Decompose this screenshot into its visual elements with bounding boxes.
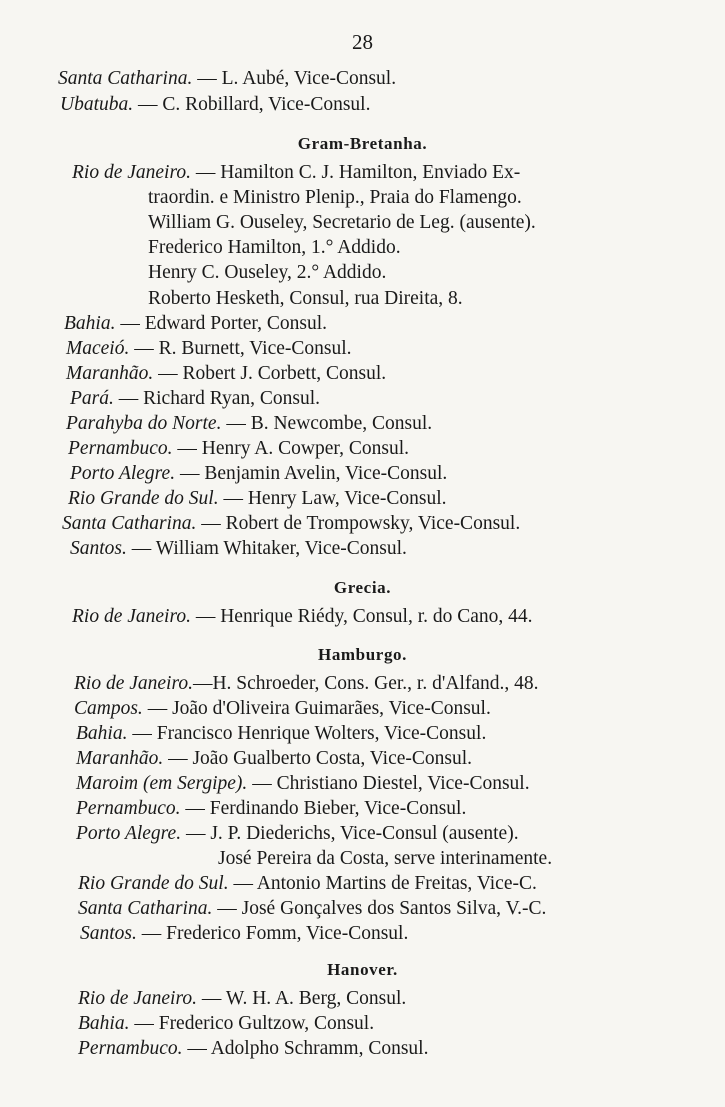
- place-name: Santa Catharina.: [62, 513, 197, 534]
- entry-text: — R. Burnett, Vice-Consul.: [129, 338, 352, 359]
- place-name: Porto Alegre.: [76, 823, 182, 844]
- continuation-line: [218, 846, 552, 872]
- entry-line: [76, 746, 472, 772]
- entry-text: — João Gualberto Costa, Vice-Consul.: [163, 748, 473, 769]
- entry-line: [60, 92, 370, 118]
- entry-text: — Henry A. Cowper, Consul.: [172, 438, 409, 459]
- continuation-line: [148, 260, 386, 286]
- entry-line: [78, 1036, 428, 1062]
- entry-line: [70, 461, 447, 487]
- entry-text: — Frederico Gultzow, Consul.: [129, 1013, 375, 1034]
- entry-line: [70, 536, 407, 562]
- place-name: Rio Grande do Sul.: [68, 488, 219, 509]
- place-name: Santa Catharina.: [78, 898, 213, 919]
- place-name: Pernambuco.: [76, 798, 181, 819]
- entry-text: — C. Robillard, Vice-Consul.: [133, 94, 371, 115]
- section-heading: Hamburgo.: [318, 645, 407, 664]
- entry-text: Henry C. Ouseley, 2.° Addido.: [148, 262, 387, 283]
- place-name: Pernambuco.: [68, 438, 173, 459]
- entry-text: Frederico Hamilton, 1.° Addido.: [148, 237, 401, 258]
- entry-text: — João d'Oliveira Guimarães, Vice-Consul.: [142, 698, 491, 719]
- place-name: Rio de Janeiro.: [72, 606, 191, 627]
- entry-text: — Ferdinando Bieber, Vice-Consul.: [180, 798, 467, 819]
- continuation-line: [148, 185, 522, 211]
- place-name: Santos.: [80, 923, 137, 944]
- entry-line: [76, 771, 530, 797]
- entry-line: [68, 486, 446, 512]
- entry-line: [68, 436, 409, 462]
- entry-text: — Benjamin Avelin, Vice-Consul.: [175, 463, 448, 484]
- entry-text: — Robert de Trompowsky, Vice-Consul.: [196, 513, 521, 534]
- entry-text: — B. Newcombe, Consul.: [221, 413, 433, 434]
- entry-line: [66, 411, 432, 437]
- place-name: Rio de Janeiro.: [78, 988, 197, 1009]
- page-number: 28: [352, 30, 373, 54]
- entry-line: [76, 796, 466, 822]
- entry-line: [58, 66, 396, 92]
- place-name: Maroim (em Sergipe).: [76, 773, 248, 794]
- entry-text: — Henry Law, Vice-Consul.: [218, 488, 447, 509]
- place-name: Santa Catharina.: [58, 68, 193, 89]
- place-name: Rio de Janeiro.: [74, 673, 193, 694]
- entry-line: [74, 671, 539, 697]
- entry-text: — Edward Porter, Consul.: [115, 313, 327, 334]
- entry-text: — Hamilton C. J. Hamilton, Enviado Ex-: [190, 162, 521, 183]
- entry-text: — Frederico Fomm, Vice-Consul.: [136, 923, 409, 944]
- entry-line: [66, 336, 352, 362]
- entry-line: [78, 896, 546, 922]
- section-heading: Grecia.: [333, 578, 392, 597]
- place-name: Pernambuco.: [78, 1038, 183, 1059]
- entry-line: [78, 986, 406, 1012]
- entry-text: — Antonio Martins de Freitas, Vice-C.: [228, 873, 537, 894]
- entry-text: — William Whitaker, Vice-Consul.: [126, 538, 407, 559]
- entry-text: José Pereira da Costa, serve interinamente.: [218, 848, 553, 869]
- entry-line: [64, 311, 327, 337]
- place-name: Campos.: [74, 698, 143, 719]
- entry-line: [78, 1011, 374, 1037]
- place-name: Ubatuba.: [60, 94, 134, 115]
- entry-text: William G. Ouseley, Secretario de Leg. (ausente).: [148, 212, 536, 233]
- entry-text: — L. Aubé, Vice-Consul.: [192, 68, 397, 89]
- place-name: Santos.: [70, 538, 127, 559]
- entry-line: [78, 871, 537, 897]
- entry-text: Roberto Hesketh, Consul, rua Direita, 8.: [148, 288, 463, 309]
- entry-line: [76, 821, 519, 847]
- entry-text: — Robert J. Corbett, Consul.: [153, 363, 387, 384]
- place-name: Bahia.: [78, 1013, 130, 1034]
- place-name: Maranhão.: [66, 363, 154, 384]
- place-name: Rio de Janeiro.: [72, 162, 191, 183]
- place-name: Porto Alegre.: [70, 463, 176, 484]
- entry-line: [62, 511, 520, 537]
- entry-line: [80, 921, 408, 947]
- entry-text: — Richard Ryan, Consul.: [113, 388, 320, 409]
- place-name: Maceió.: [66, 338, 130, 359]
- entry-text: — Adolpho Schramm, Consul.: [182, 1038, 429, 1059]
- place-name: Maranhão.: [76, 748, 164, 769]
- entry-text: — Francisco Henrique Wolters, Vice-Consul.: [127, 723, 487, 744]
- entry-line: [74, 696, 491, 722]
- continuation-line: [148, 235, 401, 261]
- place-name: Bahia.: [76, 723, 128, 744]
- continuation-line: [148, 286, 463, 312]
- entry-text: — Henrique Riédy, Consul, r. do Cano, 44.: [190, 606, 533, 627]
- continuation-line: [148, 210, 536, 236]
- entry-text: — José Gonçalves dos Santos Silva, V.-C.: [212, 898, 547, 919]
- place-name: Pará.: [70, 388, 114, 409]
- place-name: Rio Grande do Sul.: [78, 873, 229, 894]
- entry-line: [70, 386, 320, 412]
- section-heading: Hanover.: [327, 960, 398, 979]
- entry-text: traordin. e Ministro Plenip., Praia do Flamengo.: [148, 187, 522, 208]
- entry-line: [76, 721, 486, 747]
- entry-line: [72, 604, 533, 630]
- entry-line: [72, 160, 520, 186]
- entry-text: — Christiano Diestel, Vice-Consul.: [247, 773, 530, 794]
- entry-text: — W. H. A. Berg, Consul.: [196, 988, 407, 1009]
- entry-text: — J. P. Diederichs, Vice-Consul (ausente).: [181, 823, 519, 844]
- place-name: Bahia.: [64, 313, 116, 334]
- entry-line: [66, 361, 386, 387]
- place-name: Parahyba do Norte.: [66, 413, 222, 434]
- section-heading: Gram-Bretanha.: [297, 134, 428, 153]
- entry-text: —H. Schroeder, Cons. Ger., r. d'Alfand., 48.: [192, 673, 539, 694]
